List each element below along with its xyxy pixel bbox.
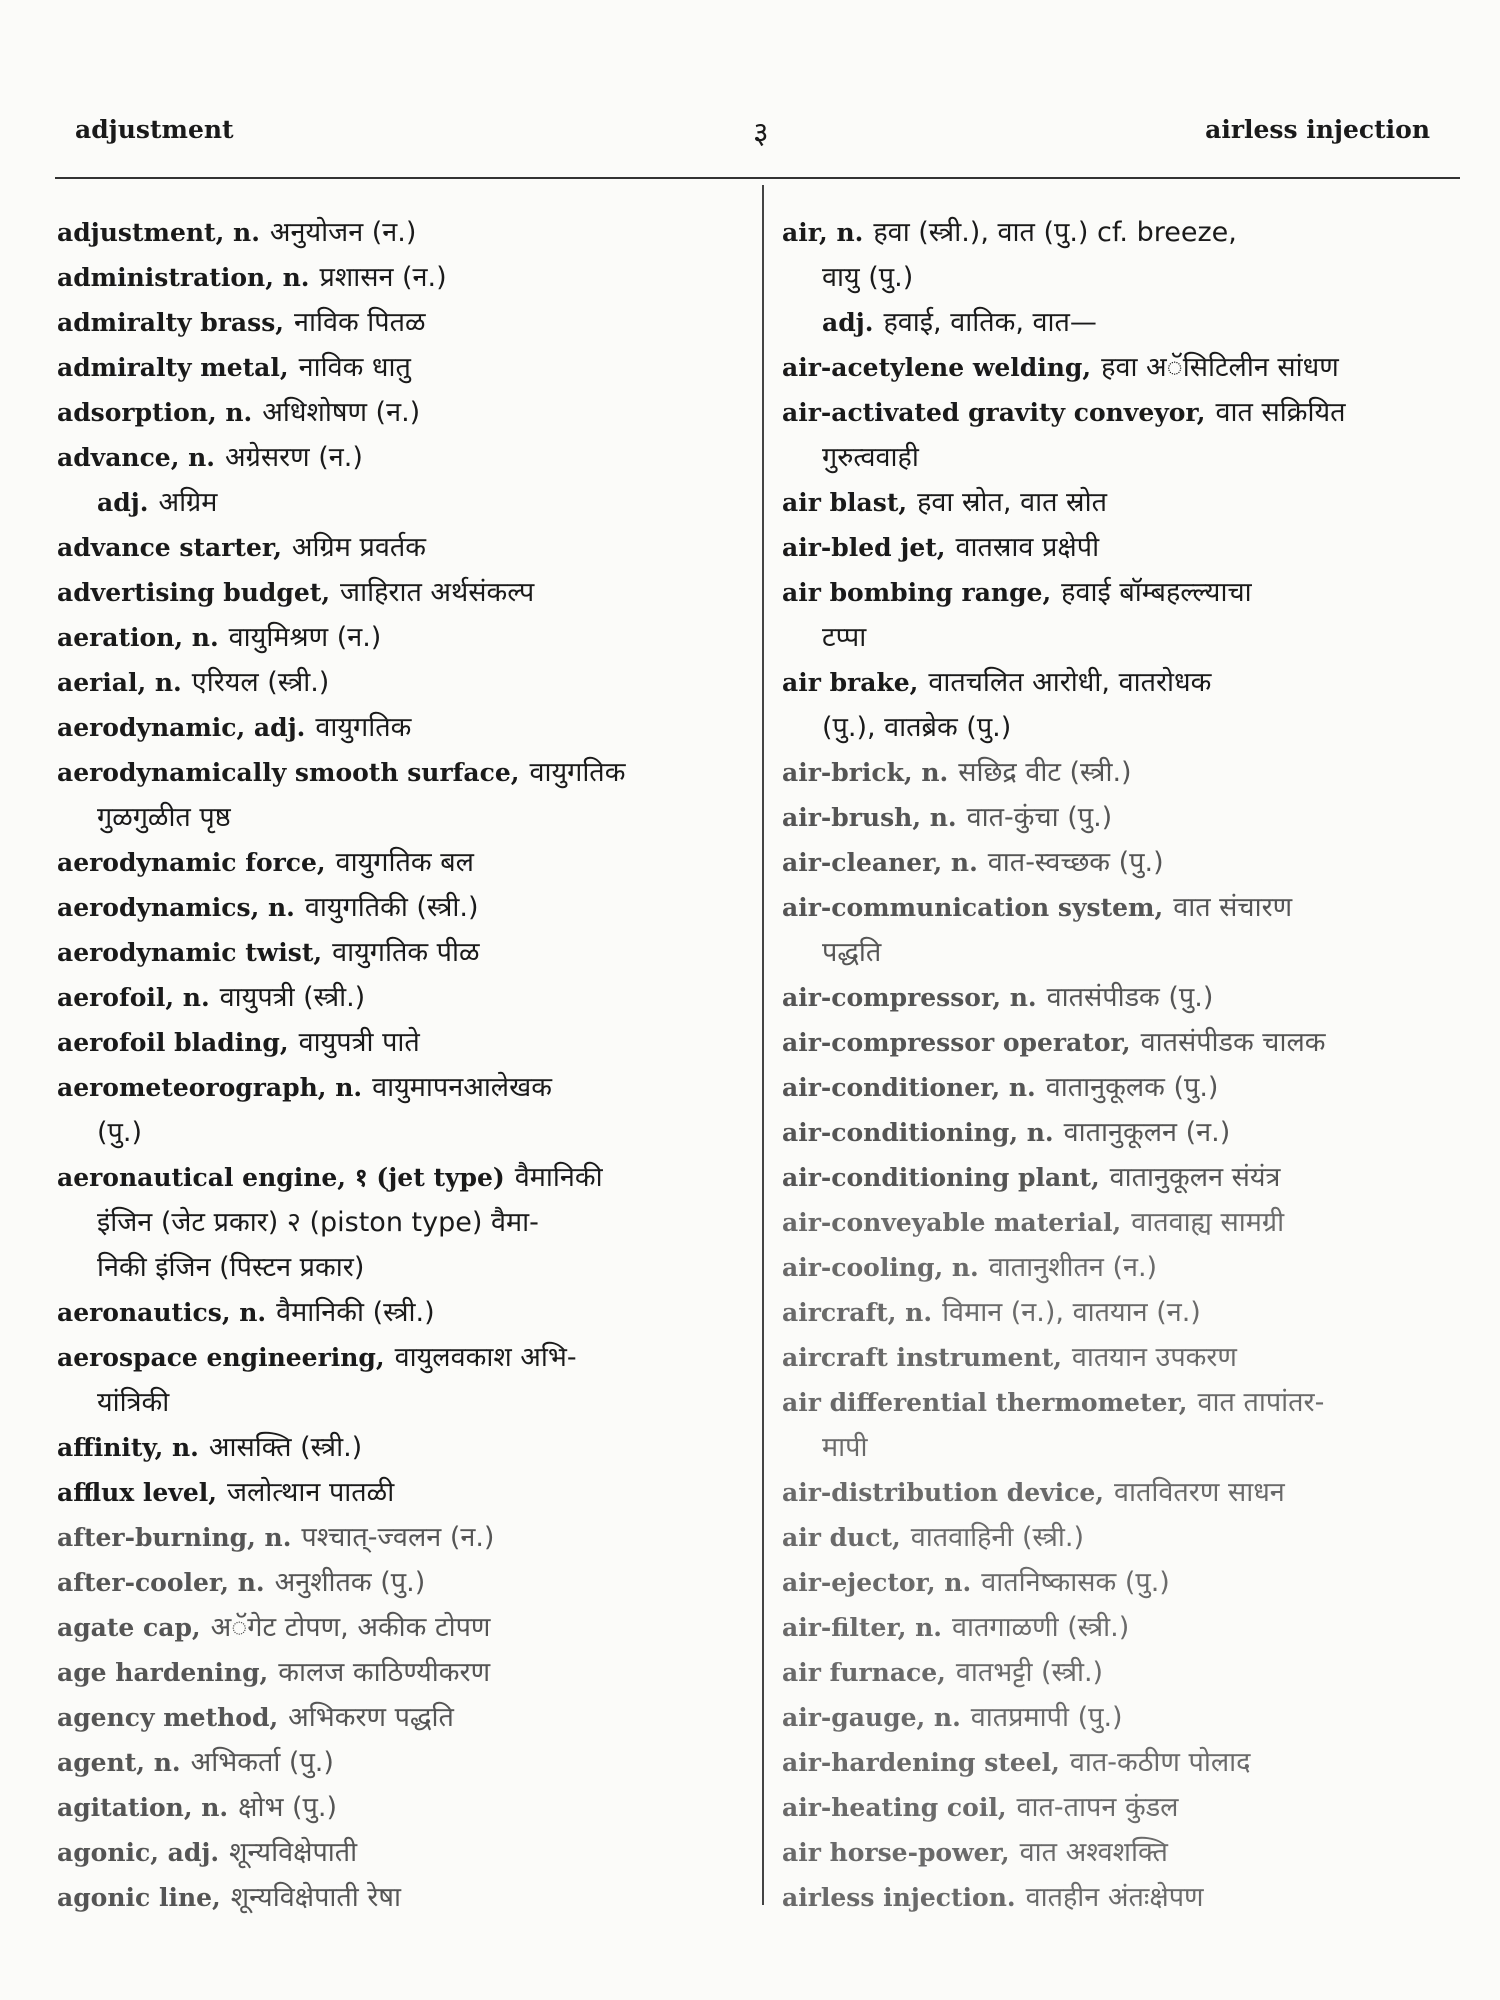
entry-definition: नाविक पितळ bbox=[293, 307, 426, 338]
entry-line bbox=[782, 1425, 1462, 1470]
entry-definition: शून्यविक्षेपाती रेषा bbox=[230, 1882, 402, 1913]
entry-line bbox=[57, 840, 737, 885]
entry-definition: निकी इंजिन (पिस्टन प्रकार) bbox=[97, 1252, 365, 1283]
entry-headword: air-compressor operator, bbox=[782, 1028, 1131, 1057]
entry-line bbox=[782, 885, 1462, 930]
entry-line bbox=[57, 1875, 737, 1920]
entry-definition: यांत्रिकी bbox=[97, 1387, 170, 1418]
entry-line bbox=[57, 390, 737, 435]
entry-definition: वात-तापन कुंडल bbox=[1016, 1792, 1179, 1823]
entry-line bbox=[782, 1335, 1462, 1380]
entry-definition: एरियल (स्त्री.) bbox=[191, 667, 330, 698]
entry-line bbox=[57, 1110, 737, 1155]
entry-line bbox=[782, 255, 1462, 300]
entry-definition: गुरुत्ववाही bbox=[822, 442, 919, 473]
entry-headword: adj. bbox=[822, 308, 874, 337]
entry-headword: adj. bbox=[97, 488, 149, 517]
entry-headword: air-gauge, n. bbox=[782, 1703, 961, 1732]
entry-definition: वातानुकूलन संयंत्र bbox=[1109, 1162, 1281, 1193]
entry-definition: अनुयोजन (न.) bbox=[269, 217, 417, 248]
entry-definition: वातानुकूलन (न.) bbox=[1063, 1117, 1231, 1148]
entry-headword: air-ejector, n. bbox=[782, 1568, 972, 1597]
entry-line bbox=[57, 930, 737, 975]
entry-line bbox=[57, 435, 737, 480]
entry-line bbox=[782, 795, 1462, 840]
entry-headword: air-activated gravity conveyor, bbox=[782, 398, 1206, 427]
entry-line bbox=[57, 1785, 737, 1830]
entry-headword: aeration, n. bbox=[57, 623, 219, 652]
entry-line bbox=[57, 1335, 737, 1380]
entry-headword: air-brick, n. bbox=[782, 758, 949, 787]
entry-headword: aeronautical engine, १ (jet type) bbox=[57, 1163, 505, 1192]
entry-headword: age hardening, bbox=[57, 1658, 269, 1687]
entry-headword: airless injection. bbox=[782, 1883, 1016, 1912]
entry-line bbox=[57, 1560, 737, 1605]
entry-headword: air differential thermometer, bbox=[782, 1388, 1188, 1417]
entry-definition: अग्रिम bbox=[158, 487, 218, 518]
entry-line bbox=[782, 570, 1462, 615]
entry-line bbox=[57, 1290, 737, 1335]
entry-definition: अनुशीतक (पु.) bbox=[274, 1567, 426, 1598]
entry-definition: आसक्ति (स्त्री.) bbox=[208, 1432, 363, 1463]
entry-definition: वायुमिश्रण (न.) bbox=[228, 622, 382, 653]
right-column bbox=[782, 210, 1462, 1920]
entry-line bbox=[782, 390, 1462, 435]
entry-line bbox=[57, 480, 737, 525]
entry-headword: air-conditioning, n. bbox=[782, 1118, 1054, 1147]
entry-headword: agate cap, bbox=[57, 1613, 201, 1642]
entry-headword: agitation, n. bbox=[57, 1793, 229, 1822]
entry-definition: वायुलवकाश अभि- bbox=[394, 1342, 577, 1373]
entry-line bbox=[782, 1110, 1462, 1155]
entry-headword: air-compressor, n. bbox=[782, 983, 1037, 1012]
entry-definition: वायुगतिक bbox=[529, 757, 626, 788]
entry-line bbox=[57, 1470, 737, 1515]
entry-line bbox=[782, 615, 1462, 660]
entry-line bbox=[57, 1245, 737, 1290]
entry-definition: वातसंपीडक चालक bbox=[1140, 1027, 1326, 1058]
entry-line bbox=[782, 1515, 1462, 1560]
entry-definition: हवा अॅसिटिलीन सांधण bbox=[1101, 352, 1339, 383]
entry-headword: air-cooling, n. bbox=[782, 1253, 979, 1282]
entry-definition: मापी bbox=[822, 1432, 868, 1463]
entry-line bbox=[782, 840, 1462, 885]
entry-line bbox=[782, 1245, 1462, 1290]
entry-definition: वायुगतिकी (स्त्री.) bbox=[304, 892, 479, 923]
entry-definition: अग्रेसरण (न.) bbox=[225, 442, 363, 473]
entry-definition: वातानुशीतन (न.) bbox=[988, 1252, 1158, 1283]
entry-headword: adjustment, n. bbox=[57, 218, 260, 247]
entry-line bbox=[782, 1155, 1462, 1200]
entry-line bbox=[57, 1830, 737, 1875]
page-number: ३ bbox=[753, 116, 769, 151]
entry-headword: air-conditioner, n. bbox=[782, 1073, 1036, 1102]
entry-headword: admiralty brass, bbox=[57, 308, 284, 337]
entry-line bbox=[782, 1380, 1462, 1425]
entry-definition: वायु (पु.) bbox=[822, 262, 914, 293]
entry-line bbox=[57, 705, 737, 750]
entry-headword: administration, n. bbox=[57, 263, 310, 292]
entry-headword: air-heating coil, bbox=[782, 1793, 1007, 1822]
entry-line bbox=[782, 1830, 1462, 1875]
entry-line bbox=[782, 660, 1462, 705]
entry-line bbox=[57, 570, 737, 615]
entry-definition: वातप्रमापी (पु.) bbox=[970, 1702, 1123, 1733]
entry-headword: agent, n. bbox=[57, 1748, 181, 1777]
entry-headword: air furnace, bbox=[782, 1658, 946, 1687]
entry-line bbox=[57, 1740, 737, 1785]
header-last-word: airless injection bbox=[1205, 115, 1430, 144]
entry-definition: वातनिष्कासक (पु.) bbox=[981, 1567, 1170, 1598]
entry-line bbox=[57, 300, 737, 345]
entry-line bbox=[57, 795, 737, 840]
entry-definition: हवाई बॉम्बहल्ल्याचा bbox=[1061, 577, 1252, 608]
entry-line bbox=[57, 1605, 737, 1650]
entry-definition: विमान (न.), वातयान (न.) bbox=[942, 1297, 1201, 1328]
entry-headword: air duct, bbox=[782, 1523, 901, 1552]
entry-headword: air brake, bbox=[782, 668, 919, 697]
entry-headword: admiralty metal, bbox=[57, 353, 289, 382]
entry-definition: वात-स्वच्छक (पु.) bbox=[987, 847, 1164, 878]
entry-line bbox=[57, 345, 737, 390]
entry-line bbox=[782, 1605, 1462, 1650]
entry-headword: aerial, n. bbox=[57, 668, 182, 697]
entry-definition: इंजिन (जेट प्रकार) २ (piston type) वैमा- bbox=[97, 1207, 539, 1238]
entry-line bbox=[782, 300, 1462, 345]
entry-headword: aerofoil, n. bbox=[57, 983, 210, 1012]
entry-definition: जलोत्थान पातळी bbox=[226, 1477, 395, 1508]
entry-definition: वातभट्टी (स्त्री.) bbox=[955, 1657, 1104, 1688]
entry-definition: कालज काठिण्यीकरण bbox=[278, 1657, 491, 1688]
entry-headword: aeronautics, n. bbox=[57, 1298, 267, 1327]
entry-definition: वातवाहिनी (स्त्री.) bbox=[910, 1522, 1085, 1553]
entry-definition: अभिकरण पद्धति bbox=[288, 1702, 454, 1733]
entry-definition: वात तापांतर- bbox=[1197, 1387, 1325, 1418]
entry-line bbox=[57, 750, 737, 795]
entry-definition: क्षोभ (पु.) bbox=[238, 1792, 338, 1823]
header-first-word: adjustment bbox=[75, 115, 234, 144]
entry-definition: वातचलित आरोधी, वातरोधक bbox=[928, 667, 1212, 698]
entry-definition: सछिद्र वीट (स्त्री.) bbox=[958, 757, 1132, 788]
entry-headword: air-acetylene welding, bbox=[782, 353, 1092, 382]
entry-definition: वायुगतिक पीळ bbox=[332, 937, 480, 968]
entry-definition: वात अश्वशक्ति bbox=[1019, 1837, 1168, 1868]
entry-line bbox=[782, 1065, 1462, 1110]
entry-headword: air blast, bbox=[782, 488, 908, 517]
entry-definition: शून्यविक्षेपाती bbox=[229, 1837, 358, 1868]
entry-headword: aerodynamic twist, bbox=[57, 938, 323, 967]
entry-headword: agonic, adj. bbox=[57, 1838, 220, 1867]
entry-line bbox=[57, 1425, 737, 1470]
entry-headword: air-bled jet, bbox=[782, 533, 946, 562]
header-rule bbox=[55, 177, 1460, 179]
entry-headword: air-conditioning plant, bbox=[782, 1163, 1100, 1192]
entry-line bbox=[57, 660, 737, 705]
entry-headword: air-conveyable material, bbox=[782, 1208, 1122, 1237]
entry-line bbox=[782, 1695, 1462, 1740]
entry-definition: वातयान उपकरण bbox=[1071, 1342, 1237, 1373]
entry-line bbox=[782, 750, 1462, 795]
entry-line bbox=[782, 1740, 1462, 1785]
entry-headword: air-distribution device, bbox=[782, 1478, 1105, 1507]
entry-definition: वात-कठीण पोलाद bbox=[1069, 1747, 1251, 1778]
entry-line bbox=[782, 525, 1462, 570]
entry-definition: (पु.) bbox=[97, 1117, 142, 1148]
entry-definition: जाहिरात अर्थसंकल्प bbox=[340, 577, 535, 608]
entry-definition: वातवितरण साधन bbox=[1114, 1477, 1285, 1508]
entry-definition: हवा स्रोत, वात स्रोत bbox=[917, 487, 1107, 518]
entry-headword: adsorption, n. bbox=[57, 398, 253, 427]
entry-line bbox=[57, 1650, 737, 1695]
entry-line bbox=[782, 1560, 1462, 1605]
entry-line bbox=[782, 480, 1462, 525]
left-column bbox=[57, 210, 737, 1920]
entry-headword: advertising budget, bbox=[57, 578, 331, 607]
entry-line bbox=[57, 1695, 737, 1740]
entry-headword: air-filter, n. bbox=[782, 1613, 943, 1642]
entry-definition: अधिशोषण (न.) bbox=[262, 397, 421, 428]
entry-definition: वैमानिकी bbox=[514, 1162, 603, 1193]
entry-line bbox=[782, 435, 1462, 480]
entry-line bbox=[782, 975, 1462, 1020]
entry-definition: वायुगतिक बल bbox=[335, 847, 474, 878]
entry-definition: (पु.), वातब्रेक (पु.) bbox=[822, 712, 1012, 743]
column-divider bbox=[762, 185, 764, 1905]
entry-line bbox=[782, 1650, 1462, 1695]
entry-definition: पद्धति bbox=[822, 937, 882, 968]
entry-line bbox=[782, 210, 1462, 255]
entry-headword: air-brush, n. bbox=[782, 803, 957, 832]
entry-line bbox=[57, 975, 737, 1020]
page-header bbox=[75, 115, 1430, 155]
entry-headword: aerodynamic, adj. bbox=[57, 713, 306, 742]
entry-headword: affinity, n. bbox=[57, 1433, 199, 1462]
entry-line bbox=[57, 210, 737, 255]
entry-definition: वायुपत्री (स्त्री.) bbox=[219, 982, 366, 1013]
entry-line bbox=[782, 1875, 1462, 1920]
entry-definition: वातवाह्य सामग्री bbox=[1131, 1207, 1285, 1238]
entry-headword: aerospace engineering, bbox=[57, 1343, 385, 1372]
entry-headword: agonic line, bbox=[57, 1883, 221, 1912]
entry-definition: वातहीन अंतःक्षेपण bbox=[1025, 1882, 1204, 1913]
entry-definition: वातस्राव प्रक्षेपी bbox=[955, 532, 1100, 563]
entry-line bbox=[57, 1380, 737, 1425]
entry-headword: air-hardening steel, bbox=[782, 1748, 1060, 1777]
entry-definition: अभिकर्ता (पु.) bbox=[190, 1747, 334, 1778]
entry-definition: पश्चात्-ज्वलन (न.) bbox=[301, 1522, 495, 1553]
entry-definition: हवा (स्त्री.), वात (पु.) cf. breeze, bbox=[873, 217, 1237, 248]
entry-line bbox=[782, 1020, 1462, 1065]
entry-definition: वातसंपीडक (पु.) bbox=[1046, 982, 1214, 1013]
entry-line bbox=[57, 1200, 737, 1245]
entry-line bbox=[57, 525, 737, 570]
entry-line bbox=[782, 1785, 1462, 1830]
entry-headword: air-communication system, bbox=[782, 893, 1164, 922]
entry-headword: air horse-power, bbox=[782, 1838, 1010, 1867]
entry-headword: aerometeorograph, n. bbox=[57, 1073, 363, 1102]
entry-definition: अॅगेट टोपण, अकीक टोपण bbox=[210, 1612, 491, 1643]
entry-definition: टप्पा bbox=[822, 622, 867, 653]
entry-headword: aerodynamic force, bbox=[57, 848, 326, 877]
entry-headword: advance, n. bbox=[57, 443, 215, 472]
entry-headword: aerofoil blading, bbox=[57, 1028, 289, 1057]
entry-headword: air-cleaner, n. bbox=[782, 848, 978, 877]
entry-headword: aircraft instrument, bbox=[782, 1343, 1062, 1372]
entry-headword: air, n. bbox=[782, 218, 864, 247]
entry-definition: वायुगतिक bbox=[315, 712, 412, 743]
entry-line bbox=[782, 705, 1462, 750]
entry-definition: नाविक धातु bbox=[298, 352, 411, 383]
entry-headword: after-cooler, n. bbox=[57, 1568, 265, 1597]
entry-definition: अग्रिम प्रवर्तक bbox=[291, 532, 427, 563]
entry-line bbox=[782, 1290, 1462, 1335]
entry-headword: aerodynamically smooth surface, bbox=[57, 758, 520, 787]
entry-headword: aerodynamics, n. bbox=[57, 893, 295, 922]
entry-definition: वातानुकूलक (पु.) bbox=[1045, 1072, 1219, 1103]
entry-headword: air bombing range, bbox=[782, 578, 1052, 607]
entry-headword: advance starter, bbox=[57, 533, 282, 562]
entry-line bbox=[57, 1020, 737, 1065]
entry-line bbox=[57, 1515, 737, 1560]
entry-line bbox=[57, 1065, 737, 1110]
entry-headword: afflux level, bbox=[57, 1478, 217, 1507]
entry-definition: वातगाळणी (स्त्री.) bbox=[952, 1612, 1130, 1643]
entry-line bbox=[782, 1470, 1462, 1515]
entry-definition: वायुपत्री पाते bbox=[298, 1027, 420, 1058]
entry-definition: वायुमापनआलेखक bbox=[372, 1072, 552, 1103]
entry-line bbox=[57, 885, 737, 930]
entry-definition: वैमानिकी (स्त्री.) bbox=[276, 1297, 435, 1328]
entry-definition: वात सक्रियित bbox=[1215, 397, 1346, 428]
entry-line bbox=[57, 1155, 737, 1200]
entry-definition: हवाई, वातिक, वात— bbox=[883, 307, 1097, 338]
entry-line bbox=[782, 1200, 1462, 1245]
entry-definition: वात-कुंचा (पु.) bbox=[966, 802, 1113, 833]
entry-definition: प्रशासन (न.) bbox=[319, 262, 447, 293]
entry-headword: aircraft, n. bbox=[782, 1298, 933, 1327]
entry-definition: गुळगुळीत पृष्ठ bbox=[97, 802, 231, 833]
entry-line bbox=[57, 615, 737, 660]
entry-headword: after-burning, n. bbox=[57, 1523, 292, 1552]
entry-line bbox=[782, 345, 1462, 390]
entry-line bbox=[782, 930, 1462, 975]
entry-line bbox=[57, 255, 737, 300]
entry-headword: agency method, bbox=[57, 1703, 279, 1732]
entry-definition: वात संचारण bbox=[1173, 892, 1293, 923]
